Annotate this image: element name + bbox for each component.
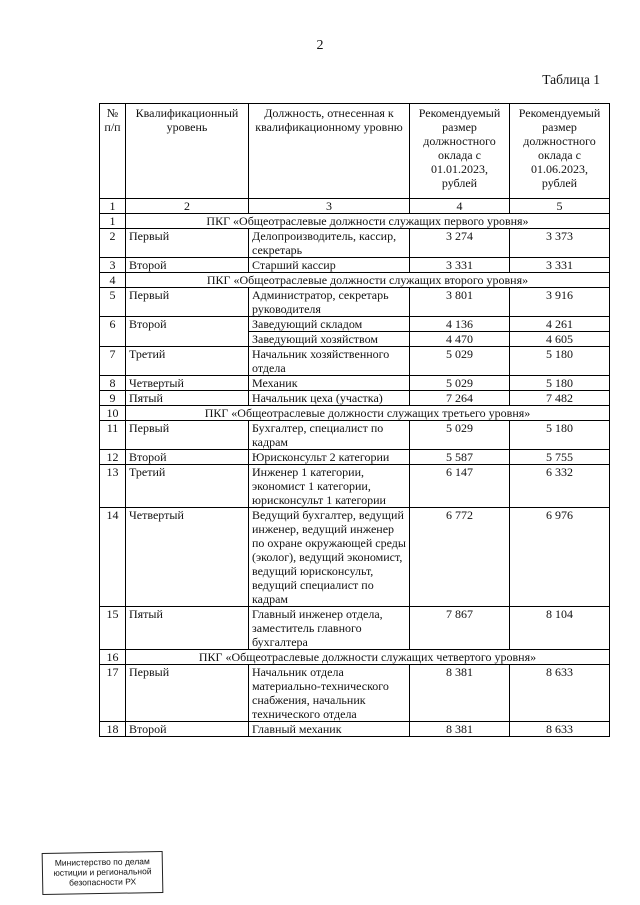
qualification-level: Первый bbox=[126, 665, 249, 722]
salary-table bbox=[99, 103, 610, 737]
position-name: Механик bbox=[249, 376, 410, 391]
table-row bbox=[100, 347, 610, 376]
salary-jan-value: 5 029 bbox=[410, 376, 510, 391]
qualification-level: Первый bbox=[126, 288, 249, 317]
stamp-line: Министерство по делам bbox=[54, 856, 150, 868]
group-row bbox=[100, 650, 610, 665]
row-number: 17 bbox=[100, 665, 126, 722]
salary-jan-value: 5 029 bbox=[410, 421, 510, 450]
salary-jan-value: 5 029 bbox=[410, 347, 510, 376]
table-row bbox=[100, 508, 610, 607]
position-name: Старший кассир bbox=[249, 258, 410, 273]
table-row bbox=[100, 317, 610, 332]
salary-jan-value: 5 587 bbox=[410, 450, 510, 465]
stamp-line: безопасности РХ bbox=[69, 876, 137, 888]
position-name: Главный механик bbox=[249, 722, 410, 737]
row-number: 2 bbox=[100, 229, 126, 258]
qualification-level: Пятый bbox=[126, 607, 249, 650]
salary-jun-value: 3 373 bbox=[510, 229, 610, 258]
row-number: 9 bbox=[100, 391, 126, 406]
table-row bbox=[100, 722, 610, 737]
position-name: Администратор, секретарь руководителя bbox=[249, 288, 410, 317]
table-row bbox=[100, 421, 610, 450]
qualification-level: Четвертый bbox=[126, 508, 249, 607]
salary-jun-value: 4 605 bbox=[510, 332, 610, 347]
position-name: Делопроизводитель, кассир, секретарь bbox=[249, 229, 410, 258]
column-index: 5 bbox=[510, 199, 610, 214]
table-row bbox=[100, 391, 610, 406]
column-index: 1 bbox=[100, 199, 126, 214]
salary-jun-value: 8 633 bbox=[510, 665, 610, 722]
row-number: 13 bbox=[100, 465, 126, 508]
position-name: Бухгалтер, специалист по кадрам bbox=[249, 421, 410, 450]
salary-jun-value: 8 633 bbox=[510, 722, 610, 737]
qualification-level: Первый bbox=[126, 421, 249, 450]
qualification-level: Третий bbox=[126, 465, 249, 508]
table-body bbox=[100, 214, 610, 737]
salary-jan-value: 8 381 bbox=[410, 722, 510, 737]
group-title: ПКГ «Общеотраслевые должности служащих третьего уровня» bbox=[126, 406, 610, 421]
row-number: 16 bbox=[100, 650, 126, 665]
salary-jun-value: 6 976 bbox=[510, 508, 610, 607]
position-name: Ведущий бухгалтер, ведущий инженер, ведущий инженер по охране окружающей среды (эколог), ведущий экономист, ведущий юрисконсульт, ведущий специалист по кадрам bbox=[249, 508, 410, 607]
row-number: 12 bbox=[100, 450, 126, 465]
header-salary-jun: Рекомендуемый размер должностного оклада с 01.06.2023, рублей bbox=[510, 104, 610, 199]
table-row bbox=[100, 229, 610, 258]
row-number: 8 bbox=[100, 376, 126, 391]
qualification-level: Четвертый bbox=[126, 376, 249, 391]
salary-jan-value: 6 147 bbox=[410, 465, 510, 508]
salary-jan-value: 7 264 bbox=[410, 391, 510, 406]
row-number: 4 bbox=[100, 273, 126, 288]
salary-jun-value: 5 755 bbox=[510, 450, 610, 465]
salary-jan-value: 3 801 bbox=[410, 288, 510, 317]
table-caption: Таблица 1 bbox=[542, 72, 600, 87]
qualification-level: Второй bbox=[126, 722, 249, 737]
salary-jun-value: 8 104 bbox=[510, 607, 610, 650]
row-number: 1 bbox=[100, 214, 126, 229]
salary-jun-value: 5 180 bbox=[510, 347, 610, 376]
row-number: 15 bbox=[100, 607, 126, 650]
group-title: ПКГ «Общеотраслевые должности служащих первого уровня» bbox=[126, 214, 610, 229]
salary-jan-value: 8 381 bbox=[410, 665, 510, 722]
position-name: Начальник цеха (участка) bbox=[249, 391, 410, 406]
salary-jan-value: 4 136 bbox=[410, 317, 510, 332]
header-row bbox=[100, 104, 610, 199]
row-number: 10 bbox=[100, 406, 126, 421]
salary-jun-value: 5 180 bbox=[510, 421, 610, 450]
table-row bbox=[100, 465, 610, 508]
column-index: 2 bbox=[126, 199, 249, 214]
header-position: Должность, отнесенная к квалификационному уровню bbox=[249, 104, 410, 199]
salary-jun-value: 7 482 bbox=[510, 391, 610, 406]
table-row bbox=[100, 665, 610, 722]
header-number: № п/п bbox=[100, 104, 126, 199]
stamp-line: юстиции и региональной bbox=[53, 866, 152, 878]
group-row bbox=[100, 273, 610, 288]
column-index: 3 bbox=[249, 199, 410, 214]
qualification-level: Третий bbox=[126, 347, 249, 376]
salary-jan-value: 6 772 bbox=[410, 508, 510, 607]
header-salary-jan: Рекомендуемый размер должностного оклада с 01.01.2023, рублей bbox=[410, 104, 510, 199]
row-number: 3 bbox=[100, 258, 126, 273]
column-index: 4 bbox=[410, 199, 510, 214]
table-row bbox=[100, 607, 610, 650]
row-number: 11 bbox=[100, 421, 126, 450]
qualification-level: Второй bbox=[126, 450, 249, 465]
group-title: ПКГ «Общеотраслевые должности служащих четвертого уровня» bbox=[126, 650, 610, 665]
position-name: Заведующий складом bbox=[249, 317, 410, 332]
page-number: 2 bbox=[316, 38, 324, 53]
table-row bbox=[100, 288, 610, 317]
position-name: Инженер 1 категории, экономист 1 категории, юрисконсульт 1 категории bbox=[249, 465, 410, 508]
salary-jan-value: 7 867 bbox=[410, 607, 510, 650]
row-number: 6 bbox=[100, 317, 126, 347]
qualification-level: Второй bbox=[126, 258, 249, 273]
position-name: Начальник отдела материально-технического снабжения, начальник технического отдела bbox=[249, 665, 410, 722]
salary-jun-value: 3 331 bbox=[510, 258, 610, 273]
header-qualification-level: Квалификационный уровень bbox=[126, 104, 249, 199]
column-index-row bbox=[100, 199, 610, 214]
position-name: Главный инженер отдела, заместитель главного бухгалтера bbox=[249, 607, 410, 650]
ministry-stamp bbox=[42, 851, 164, 895]
position-name: Заведующий хозяйством bbox=[249, 332, 410, 347]
group-row bbox=[100, 214, 610, 229]
group-title: ПКГ «Общеотраслевые должности служащих второго уровня» bbox=[126, 273, 610, 288]
row-number: 14 bbox=[100, 508, 126, 607]
salary-jan-value: 3 331 bbox=[410, 258, 510, 273]
table-row bbox=[100, 376, 610, 391]
table-row bbox=[100, 450, 610, 465]
position-name: Юрисконсульт 2 категории bbox=[249, 450, 410, 465]
salary-jun-value: 6 332 bbox=[510, 465, 610, 508]
row-number: 18 bbox=[100, 722, 126, 737]
qualification-level: Первый bbox=[126, 229, 249, 258]
salary-jun-value: 5 180 bbox=[510, 376, 610, 391]
table-row bbox=[100, 258, 610, 273]
salary-jan-value: 3 274 bbox=[410, 229, 510, 258]
qualification-level: Пятый bbox=[126, 391, 249, 406]
position-name: Начальник хозяйственного отдела bbox=[249, 347, 410, 376]
salary-jun-value: 4 261 bbox=[510, 317, 610, 332]
row-number: 7 bbox=[100, 347, 126, 376]
salary-jun-value: 3 916 bbox=[510, 288, 610, 317]
group-row bbox=[100, 406, 610, 421]
salary-jan-value: 4 470 bbox=[410, 332, 510, 347]
row-number: 5 bbox=[100, 288, 126, 317]
qualification-level: Второй bbox=[126, 317, 249, 347]
